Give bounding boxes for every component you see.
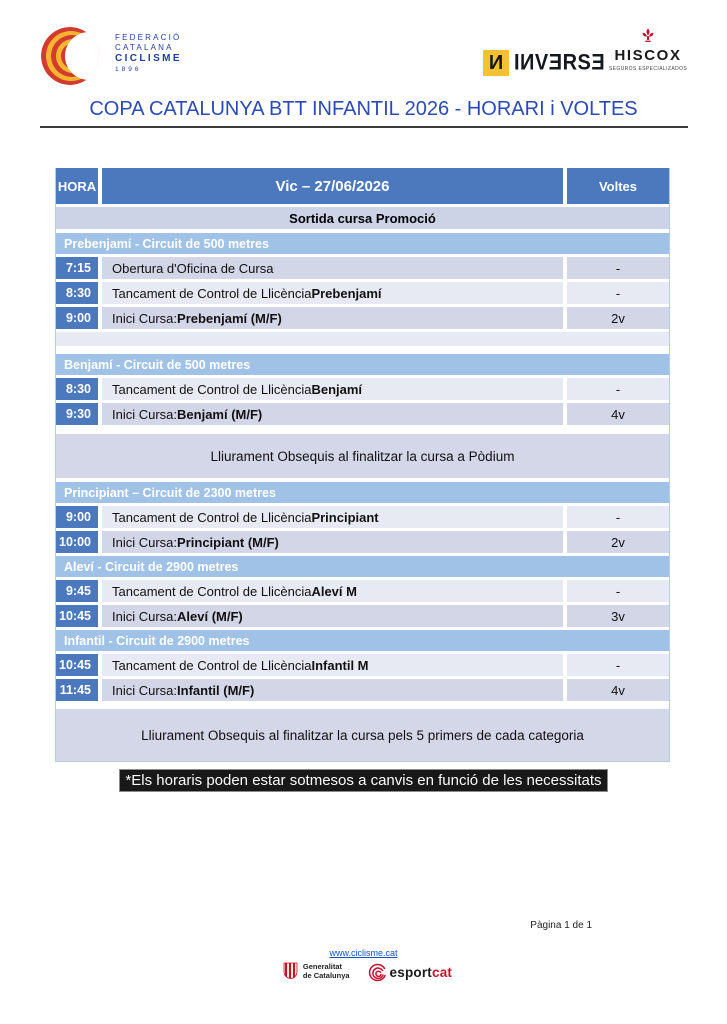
time-cell: 11:45 <box>56 679 98 701</box>
event-text-bold: Benjamí (M/F) <box>177 406 263 422</box>
event-text: Tancament de Control de Llicència <box>112 381 312 397</box>
time-cell: 10:00 <box>56 531 98 553</box>
fcc-logo-text <box>115 24 182 74</box>
table-row <box>56 605 669 627</box>
fcc-logo <box>40 24 182 88</box>
voltes-cell: - <box>567 654 669 676</box>
event-text: Inici Cursa: <box>112 406 178 422</box>
voltes-cell: 3v <box>567 605 669 627</box>
fcc-line2: CATALANA <box>115 43 174 52</box>
fcc-line1: FEDERACIÓ <box>115 33 182 42</box>
time-cell: 9:00 <box>56 307 98 329</box>
generalitat-shield-icon <box>283 962 298 979</box>
time-cell: 8:30 <box>56 282 98 304</box>
time-cell: 7:15 <box>56 257 98 279</box>
time-cell: 10:45 <box>56 654 98 676</box>
table-header-row <box>56 168 669 204</box>
fcc-line4: 1896 <box>115 66 142 73</box>
hiscox-fleur-icon <box>640 28 656 45</box>
table-row <box>56 403 669 425</box>
table-row <box>56 378 669 400</box>
event-text-bold: Aleví M <box>311 583 357 599</box>
notice-wrap <box>0 769 727 792</box>
event-cell <box>102 257 563 279</box>
table-row <box>56 257 669 279</box>
schedule-change-notice: *Els horaris poden estar sotmesos a canvis en funció de les necessitats <box>119 769 607 792</box>
esportcat-wordmark <box>390 965 453 980</box>
event-column-header: Vic – 27/06/2026 <box>102 168 563 204</box>
event-text: Tancament de Control de Llicència <box>112 583 312 599</box>
event-text: Obertura d'Oficina de Cursa <box>112 260 274 276</box>
generalitat-text <box>303 962 350 980</box>
esportcat-logo <box>366 963 453 982</box>
event-cell <box>102 506 563 528</box>
event-text: Inici Cursa: <box>112 310 178 326</box>
table-row <box>56 679 669 701</box>
event-text-bold: Principiant (M/F) <box>177 534 279 550</box>
gifts-note-band: Lliurament Obsequis al finalitzar la cursa pels 5 primers de cada categoria <box>56 709 669 761</box>
event-text-bold: Infantil (M/F) <box>177 682 255 698</box>
table-row <box>56 531 669 553</box>
ciclisme-link[interactable]: www.ciclisme.cat <box>329 948 398 958</box>
event-text-bold: Principiant <box>311 509 379 525</box>
event-text: Tancament de Control de Llicència <box>112 657 312 673</box>
time-cell: 9:45 <box>56 580 98 602</box>
event-cell <box>102 403 563 425</box>
title-rule <box>40 126 688 128</box>
event-text-bold: Benjamí <box>311 381 363 397</box>
section-header-benjami: Benjamí - Circuit de 500 metres <box>56 354 669 375</box>
esportcat-swoosh-icon <box>366 963 387 982</box>
time-cell: 9:00 <box>56 506 98 528</box>
time-cell: 9:30 <box>56 403 98 425</box>
event-text: Tancament de Control de Llicència <box>112 285 312 301</box>
generalitat-logo <box>283 962 350 980</box>
table-row <box>56 506 669 528</box>
voltes-cell: 4v <box>567 403 669 425</box>
voltes-cell: - <box>567 282 669 304</box>
event-cell <box>102 654 563 676</box>
event-text: Inici Cursa: <box>112 534 178 550</box>
hiscox-logo <box>604 28 692 72</box>
inverse-box-icon: И <box>483 50 509 76</box>
event-text-bold: Aleví (M/F) <box>177 608 243 624</box>
event-text-bold: Prebenjamí <box>311 285 382 301</box>
fcc-line3: CICLISME <box>115 53 182 64</box>
voltes-column-header: Voltes <box>567 168 669 204</box>
page-title: COPA CATALUNYA BTT INFANTIL 2026 - HORARI i VOLTES <box>89 98 638 120</box>
voltes-cell: 2v <box>567 531 669 553</box>
event-cell <box>102 531 563 553</box>
generalitat-line2: de Catalunya <box>302 970 350 980</box>
cat-text: cat <box>432 965 453 980</box>
section-spacer <box>56 332 669 346</box>
inverse-logo <box>483 50 605 76</box>
voltes-cell: - <box>567 580 669 602</box>
section-header-infantil: Infantil - Circuit de 2900 metres <box>56 630 669 651</box>
table-subheader: Sortida cursa Promoció <box>56 207 669 229</box>
time-cell: 8:30 <box>56 378 98 400</box>
event-text: Inici Cursa: <box>112 682 178 698</box>
event-text-bold: Prebenjamí (M/F) <box>177 310 282 326</box>
event-cell <box>102 282 563 304</box>
table-row <box>56 654 669 676</box>
time-cell: 10:45 <box>56 605 98 627</box>
esport-text: esport <box>389 965 433 980</box>
voltes-cell: - <box>567 257 669 279</box>
event-cell <box>102 378 563 400</box>
voltes-cell: 2v <box>567 307 669 329</box>
event-text-bold: Infantil M <box>311 657 369 673</box>
fcc-crescent-icon <box>40 24 106 88</box>
table-row <box>56 580 669 602</box>
event-cell <box>102 679 563 701</box>
hiscox-tagline: SEGUROS ESPECIALIZADOS <box>608 66 688 72</box>
table-row <box>56 282 669 304</box>
page-number: Pàgina 1 de 1 <box>530 920 592 931</box>
event-cell <box>102 605 563 627</box>
podium-note-band: Lliurament Obsequis al finalitzar la cursa a Pòdium <box>56 434 669 478</box>
section-header-prebenjami: Prebenjamí - Circuit de 500 metres <box>56 233 669 254</box>
hiscox-wordmark: HISCOX <box>614 47 682 64</box>
hora-column-header: HORA <box>56 168 98 204</box>
schedule-table <box>55 168 670 762</box>
table-row <box>56 307 669 329</box>
voltes-cell: - <box>567 506 669 528</box>
section-header-principiant: Principiant – Circuit de 2300 metres <box>56 482 669 503</box>
footer-logos <box>0 962 727 982</box>
event-text: Inici Cursa: <box>112 608 178 624</box>
generalitat-line1: Generalitat <box>302 962 343 971</box>
section-header-alevi: Aleví - Circuit de 2900 metres <box>56 556 669 577</box>
event-text: Tancament de Control de Llicència <box>112 509 312 525</box>
site-link-wrap <box>0 943 727 961</box>
voltes-cell: - <box>567 378 669 400</box>
inverse-wordmark: IИVƎRSƎ <box>514 50 606 75</box>
voltes-cell: 4v <box>567 679 669 701</box>
event-cell <box>102 580 563 602</box>
event-cell <box>102 307 563 329</box>
